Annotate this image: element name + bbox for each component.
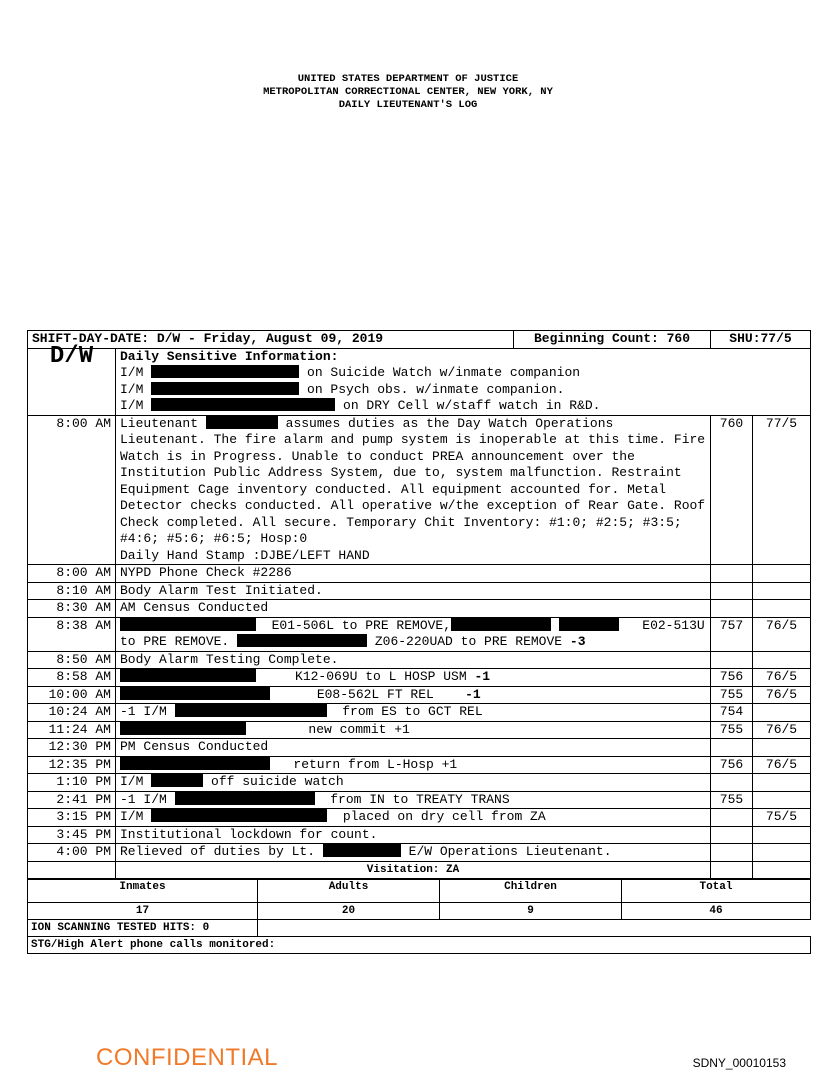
- log-count: 757: [711, 617, 753, 651]
- log-text: -1 I/M from IN to TREATY TRANS: [116, 791, 711, 809]
- redaction: [151, 382, 299, 395]
- confidential-stamp: CONFIDENTIAL: [96, 1044, 279, 1071]
- header-line-log-title: DAILY LIEUTENANT'S LOG: [338, 99, 478, 111]
- log-row: [28, 617, 811, 651]
- log-text: new commit +1: [116, 721, 711, 739]
- log-text: E08-562L FT REL -1: [116, 686, 711, 704]
- log-time: 3:15 PM: [28, 809, 116, 827]
- log-text: I/M off suicide watch: [116, 774, 711, 792]
- log-count: 760: [711, 415, 753, 565]
- header-adults: Adults: [258, 880, 440, 903]
- log-shu: 76/5: [753, 669, 811, 687]
- log-text: Body Alarm Test Initiated.: [116, 582, 711, 600]
- value-adults: 20: [258, 903, 440, 920]
- log-count: 755: [711, 721, 753, 739]
- log-shu: 75/5: [753, 809, 811, 827]
- redaction: [120, 687, 270, 700]
- log-shu: [753, 791, 811, 809]
- watch-label: D/W: [28, 348, 116, 415]
- log-row: [28, 809, 811, 827]
- log-time: 2:41 PM: [28, 791, 116, 809]
- header-inmates: Inmates: [28, 880, 258, 903]
- header-line-department: UNITED STATES DEPARTMENT OF JUSTICE: [297, 73, 519, 85]
- redaction: [120, 669, 256, 682]
- log-count: [711, 826, 753, 844]
- log-row: [28, 669, 811, 687]
- log-text: Institutional lockdown for count.: [116, 826, 711, 844]
- log-count: [711, 739, 753, 757]
- log-text: Body Alarm Testing Complete.: [116, 651, 711, 669]
- redaction: [151, 365, 299, 378]
- beginning-count: Beginning Count: 760: [514, 331, 711, 349]
- log-shu: 77/5: [753, 415, 811, 565]
- log-count: [711, 651, 753, 669]
- sensitive-line: I/M on Psych obs. w/inmate companion.: [120, 381, 565, 397]
- log-row: [28, 415, 811, 565]
- ion-row: [28, 920, 811, 937]
- log-time: 8:58 AM: [28, 669, 116, 687]
- log-count: [711, 600, 753, 618]
- visitation-title-row: [28, 861, 811, 879]
- log-text: K12-069U to L HOSP USM -1: [116, 669, 711, 687]
- log-time: 8:00 AM: [28, 565, 116, 583]
- log-row: [28, 721, 811, 739]
- log-row: [28, 651, 811, 669]
- log-time: 4:00 PM: [28, 844, 116, 862]
- log-row: [28, 582, 811, 600]
- visitation-header-row: [28, 880, 811, 903]
- daily-log: [27, 330, 810, 954]
- redaction: [151, 809, 327, 822]
- sensitive-line: I/M on Suicide Watch w/inmate companion: [120, 365, 581, 380]
- log-count: [711, 844, 753, 862]
- value-inmates: 17: [28, 903, 258, 920]
- shift-day-date: SHIFT-DAY-DATE: D/W - Friday, August 09, 2019: [28, 331, 514, 349]
- log-text: Lieutenant assumes duties as the Day Watch Operations Lieutenant. The fire alarm and pump system is inoperable at this time. Fire Watch is in Progress. Unable to conduct PREA announcement over the Institution Public Address System, due to, system malfunction. Restraint Equipment Cage inventory conducted. All equipment accounted for. Metal Detector checks conducted. All operative w/the exception of Rear Gate. Roof Check completed. All secure. Temporary Chit Inventory: #1:0; #2:5; #3:5; #4:6; #5:6; #6:5; Hosp:0 Daily Hand Stamp :DJBE/LEFT HAND: [116, 415, 711, 565]
- log-count: 755: [711, 791, 753, 809]
- log-shu: [753, 826, 811, 844]
- log-shu: 76/5: [753, 617, 811, 651]
- log-text: I/M placed on dry cell from ZA: [116, 809, 711, 827]
- log-time: 3:45 PM: [28, 826, 116, 844]
- redaction: [175, 704, 327, 717]
- log-time: 10:00 AM: [28, 686, 116, 704]
- header-children: Children: [440, 880, 622, 903]
- log-shu: [753, 844, 811, 862]
- redaction: [120, 757, 270, 770]
- redaction: [323, 844, 401, 857]
- document-header: [0, 73, 816, 112]
- log-count: [711, 565, 753, 583]
- log-shu: [753, 704, 811, 722]
- log-text: Relieved of duties by Lt. E/W Operations Lieutenant.: [116, 844, 711, 862]
- log-shu: [753, 565, 811, 583]
- sensitive-line: I/M on DRY Cell w/staff watch in R&D.: [120, 398, 601, 413]
- log-time: 12:35 PM: [28, 756, 116, 774]
- log-time: 11:24 AM: [28, 721, 116, 739]
- log-text: NYPD Phone Check #2286: [116, 565, 711, 583]
- log-row: [28, 826, 811, 844]
- log-shu: [753, 739, 811, 757]
- redaction: [151, 398, 335, 411]
- log-shu: [753, 582, 811, 600]
- stg-row: [28, 937, 811, 954]
- log-table: [27, 330, 811, 879]
- log-row: [28, 774, 811, 792]
- redaction: [559, 618, 619, 631]
- log-row: [28, 791, 811, 809]
- log-text: return from L-Hosp +1: [116, 756, 711, 774]
- log-row: [28, 704, 811, 722]
- sensitive-info-title: Daily Sensitive Information:: [120, 348, 339, 364]
- visitation-table: [27, 879, 811, 954]
- redaction: [237, 634, 367, 647]
- log-text: AM Census Conducted: [116, 600, 711, 618]
- value-total: 46: [622, 903, 811, 920]
- header-line-institution: METROPOLITAN CORRECTIONAL CENTER, NEW YORK, NY: [263, 86, 553, 98]
- ion-scanning: ION SCANNING TESTED HITS: 0: [28, 920, 258, 937]
- log-count: [711, 582, 753, 600]
- log-count: 755: [711, 686, 753, 704]
- log-row: [28, 739, 811, 757]
- log-row: [28, 600, 811, 618]
- redaction: [206, 416, 278, 429]
- log-time: 8:38 AM: [28, 617, 116, 651]
- log-count: 756: [711, 756, 753, 774]
- stg-phone-calls: STG/High Alert phone calls monitored:: [28, 937, 811, 954]
- shu-count: SHU:77/5: [711, 331, 811, 349]
- log-row: [28, 686, 811, 704]
- header-total: Total: [622, 880, 811, 903]
- redaction: [120, 722, 246, 735]
- log-shu: [753, 600, 811, 618]
- redaction: [175, 792, 315, 805]
- bates-number: SDNY_00010153: [692, 1056, 786, 1070]
- log-shu: 76/5: [753, 721, 811, 739]
- log-time: 12:30 PM: [28, 739, 116, 757]
- log-row: [28, 844, 811, 862]
- log-count: [711, 809, 753, 827]
- log-text: -1 I/M from ES to GCT REL: [116, 704, 711, 722]
- visitation-title: Visitation: ZA: [116, 861, 711, 879]
- log-shu: 76/5: [753, 756, 811, 774]
- log-shu: [753, 651, 811, 669]
- log-text: PM Census Conducted: [116, 739, 711, 757]
- sensitive-info: [116, 348, 811, 415]
- log-text: E01-506L to PRE REMOVE, E02-513U to PRE REMOVE. Z06-220UAD to PRE REMOVE -3: [116, 617, 711, 651]
- sensitive-info-row: [28, 348, 811, 415]
- log-row: [28, 756, 811, 774]
- redaction: [451, 618, 551, 631]
- log-count: [711, 774, 753, 792]
- log-time: 8:10 AM: [28, 582, 116, 600]
- visitation-values-row: [28, 903, 811, 920]
- value-children: 9: [440, 903, 622, 920]
- log-time: 1:10 PM: [28, 774, 116, 792]
- log-shu: [753, 774, 811, 792]
- log-count: 754: [711, 704, 753, 722]
- log-time: 8:00 AM: [28, 415, 116, 565]
- log-time: 10:24 AM: [28, 704, 116, 722]
- log-time: 8:50 AM: [28, 651, 116, 669]
- redaction: [151, 774, 203, 787]
- redaction: [120, 618, 256, 631]
- log-header-row: [28, 331, 811, 349]
- log-count: 756: [711, 669, 753, 687]
- log-row: [28, 565, 811, 583]
- log-shu: 76/5: [753, 686, 811, 704]
- log-time: 8:30 AM: [28, 600, 116, 618]
